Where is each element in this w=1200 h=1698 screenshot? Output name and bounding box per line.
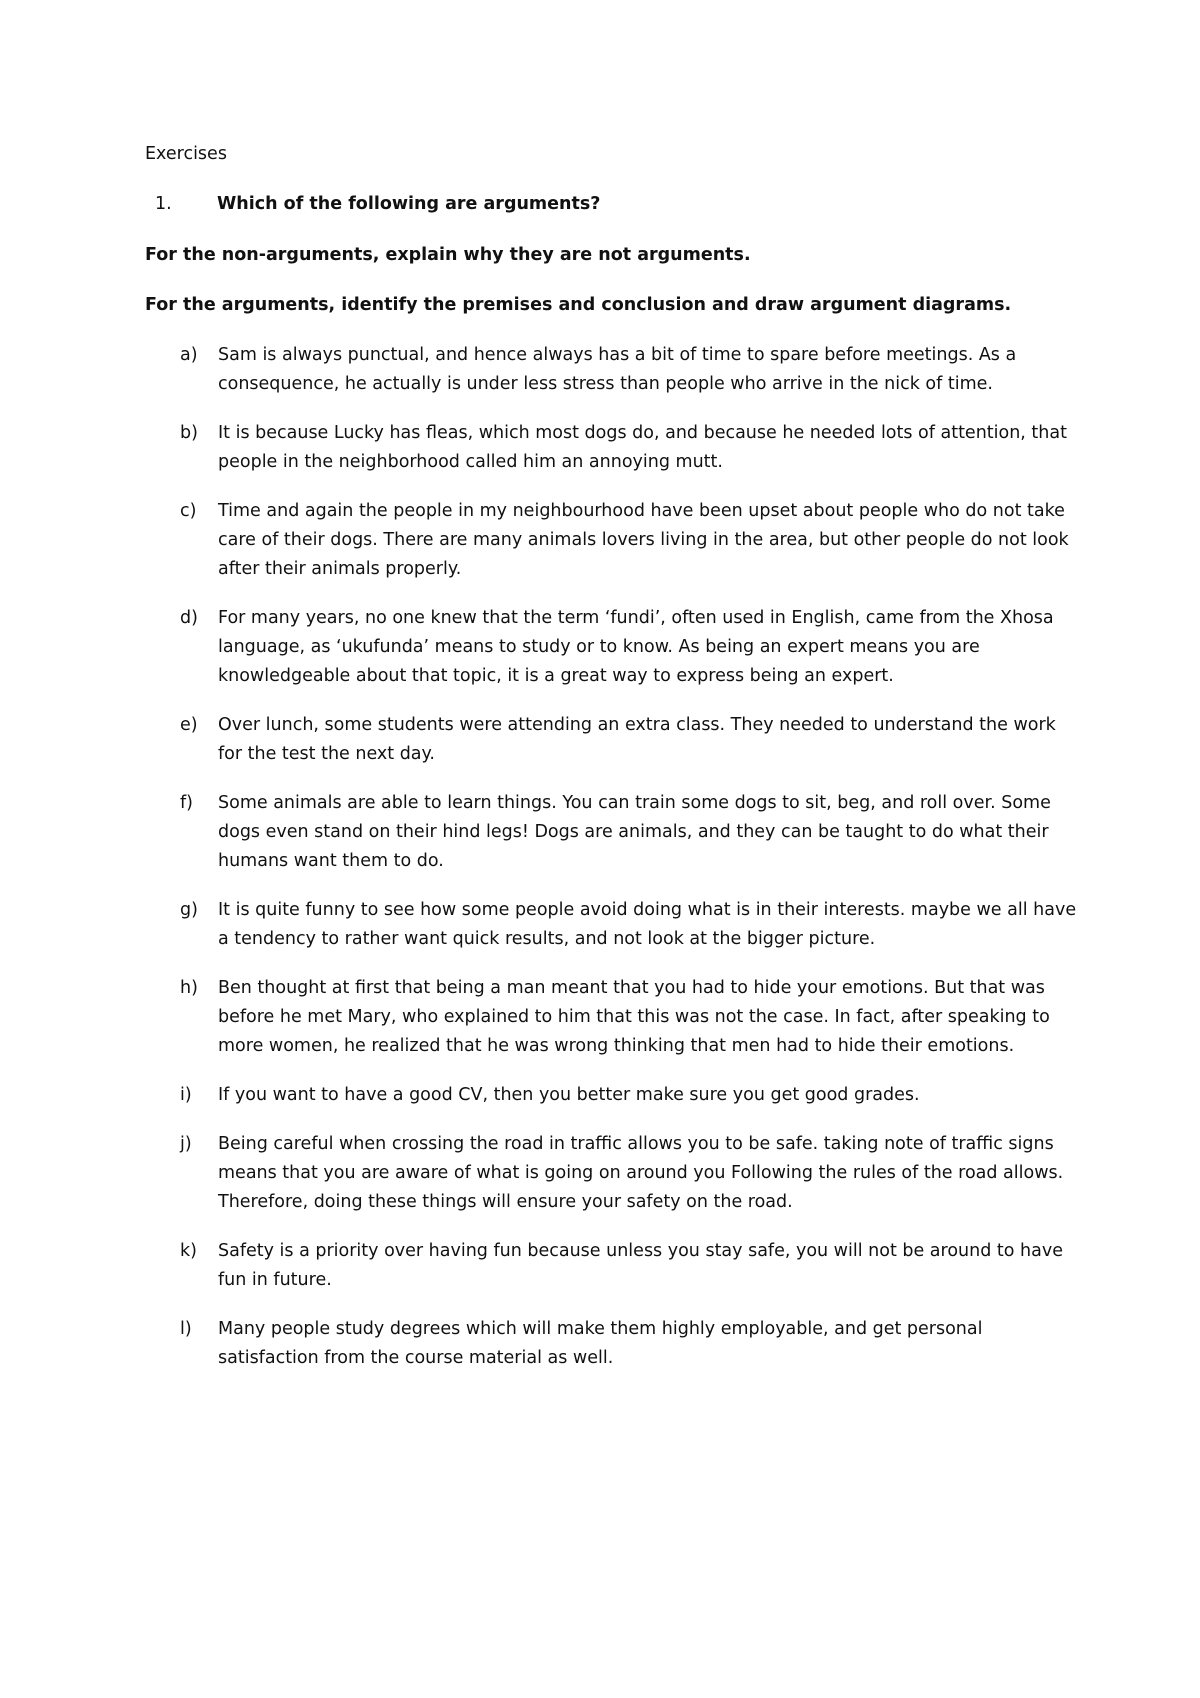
item-text: Time and again the people in my neighbourhood have been upset about people who do not take care of their dogs. There are many animals lovers living in the area, but other people do not look after their animals properly. <box>218 501 1069 579</box>
item-text: It is because Lucky has fleas, which most dogs do, and because he needed lots of attention, that people in the neighborhood called him an annoying mutt. <box>218 423 1067 472</box>
exercise-item-k <box>0 1237 1078 1295</box>
item-text: Ben thought at first that being a man meant that you had to hide your emotions. But that was before he met Mary, who explained to him that this was not the case. In fact, after speaking to more women, he realized that he was wrong thinking that men had to hide their emotions. <box>218 978 1050 1056</box>
item-text: Some animals are able to learn things. You can train some dogs to sit, beg, and roll over. Some dogs even stand on their hind legs! Dogs are animals, and they can be taught to do what their humans want them to do. <box>218 793 1051 871</box>
item-text: Sam is always punctual, and hence always has a bit of time to spare before meetings. As a consequence, he actually is under less stress than people who arrive in the nick of time. <box>218 345 1017 394</box>
item-letter: c) <box>180 501 197 521</box>
page-heading: Exercises <box>145 144 227 164</box>
exercise-item-c <box>0 497 1078 584</box>
item-letter: f) <box>180 793 193 813</box>
exercise-item-e <box>0 711 1078 769</box>
instruction-arguments: For the arguments, identify the premises and conclusion and draw argument diagrams. <box>145 295 1012 315</box>
item-text: Safety is a priority over having fun because unless you stay safe, you will not be around to have fun in future. <box>218 1241 1063 1290</box>
exercise-item-f <box>0 789 1078 876</box>
item-letter: l) <box>180 1319 192 1339</box>
question-text: Which of the following are arguments? <box>217 194 601 214</box>
question-1 <box>155 192 600 216</box>
exercise-item-a <box>0 341 1078 399</box>
exercise-item-j <box>0 1130 1078 1217</box>
item-text: Many people study degrees which will make them highly employable, and get personal satisfaction from the course material as well. <box>218 1319 983 1368</box>
item-letter: h) <box>180 978 198 998</box>
exercise-item-h <box>0 974 1078 1061</box>
item-text: For many years, no one knew that the term ‘fundi’, often used in English, came from the Xhosa language, as ‘ukufunda’ means to study or to know. As being an expert means you are knowledgeable about that topic, it is a great way to express being an expert. <box>218 608 1054 686</box>
instruction-non-arguments: For the non-arguments, explain why they are not arguments. <box>145 245 751 265</box>
item-letter: e) <box>180 715 198 735</box>
item-letter: a) <box>180 345 198 365</box>
item-letter: j) <box>180 1134 192 1154</box>
item-text: It is quite funny to see how some people avoid doing what is in their interests. maybe we all have a tendency to rather want quick results, and not look at the bigger picture. <box>218 900 1077 949</box>
exercise-item-d <box>0 604 1078 691</box>
item-letter: g) <box>180 900 198 920</box>
question-number: 1. <box>155 194 172 214</box>
item-letter: k) <box>180 1241 197 1261</box>
exercise-item-i <box>0 1081 1078 1110</box>
item-text: Being careful when crossing the road in traffic allows you to be safe. taking note of traffic signs means that you are aware of what is going on around you Following the rules of the road allows. Therefore, doing these things will ensure your safety on the road. <box>218 1134 1064 1212</box>
exercise-list <box>0 341 1200 1393</box>
item-text: If you want to have a good CV, then you better make sure you get good grades. <box>218 1085 920 1105</box>
item-letter: d) <box>180 608 198 628</box>
exercise-item-l <box>0 1315 1078 1373</box>
item-letter: i) <box>180 1085 192 1105</box>
exercise-item-g <box>0 896 1078 954</box>
item-text: Over lunch, some students were attending an extra class. They needed to understand the work for the test the next day. <box>218 715 1056 764</box>
exercise-item-b <box>0 419 1078 477</box>
item-letter: b) <box>180 423 198 443</box>
